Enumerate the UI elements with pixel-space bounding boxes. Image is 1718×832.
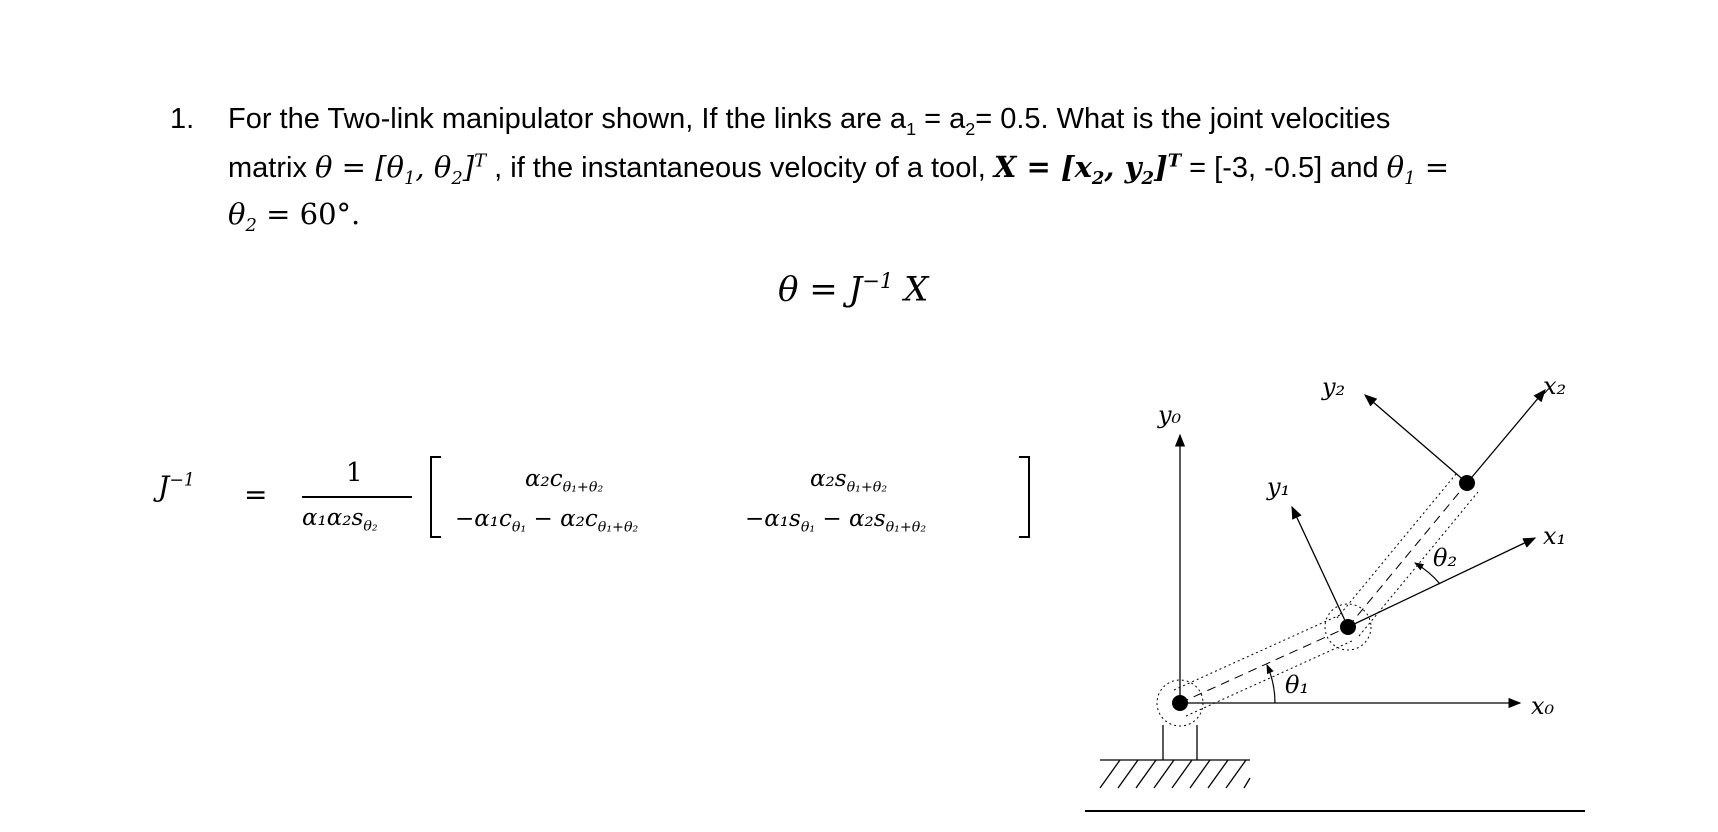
- fraction-bar: [302, 496, 412, 498]
- matrix-entry-11: $\alpha_2c_{\theta_1+\theta_2}$: [525, 466, 604, 496]
- y2-axis: [1365, 395, 1467, 483]
- fraction-numerator: 1: [346, 458, 363, 488]
- y1-axis: [1292, 507, 1348, 627]
- tool-velocity-vector: $X = [x_2$, $y_2]^T$: [993, 150, 1182, 189]
- label-x2: x₂: [1543, 372, 1567, 400]
- matrix-left-bracket: [430, 456, 441, 538]
- base-hatching: [1100, 760, 1250, 788]
- theta-dot-matrix: $\theta = [\theta_1$, $\theta_2]^T$: [315, 150, 487, 189]
- question-line-3: $\theta_2 = 60^\circ$.: [228, 197, 361, 236]
- question-line-2: matrix $\theta = [\theta_1$, $\theta_2]^T$ , if the instantaneous velocity of a tool, $X = [x_2$, $y_2]^T = [-3$, -0.5] and $\theta_1$ =: [228, 150, 1450, 189]
- label-y0: y₀: [1158, 401, 1182, 429]
- label-y1: y₁: [1267, 473, 1291, 501]
- fraction-denominator: $\alpha_1\alpha_2s_{\theta_2}$: [302, 505, 378, 535]
- matrix-entry-21: $-\alpha_1c_{\theta_1} - \alpha_2c_{\theta_1+\theta_2}$: [455, 506, 639, 536]
- label-theta1: θ₁: [1285, 671, 1310, 699]
- label-y2: y₂: [1322, 373, 1346, 401]
- theta1-arc: [1267, 665, 1275, 703]
- label-x1: x₁: [1543, 522, 1567, 550]
- matrix-entry-22: $-\alpha_1s_{\theta_1} - \alpha_2s_{\theta_1+\theta_2}$: [745, 506, 927, 536]
- jacobian-inverse-symbol: $J^{-1}$: [158, 470, 195, 503]
- base-pedestal: [1163, 725, 1197, 760]
- question-line-1: For the Two-link manipulator shown, If the links are $a_1 = a_2= 0.5$. What is the joint velocities: [228, 103, 1391, 139]
- equals-sign: =: [244, 478, 268, 511]
- matrix-entry-12: $\alpha_2s_{\theta_1+\theta_2}$: [810, 466, 888, 496]
- question-number: 1.: [170, 103, 195, 135]
- joint-1: [1172, 695, 1188, 711]
- label-theta2: θ₂: [1433, 544, 1458, 572]
- joint-2: [1340, 619, 1356, 635]
- end-effector: [1459, 475, 1475, 491]
- link-1: [1174, 614, 1354, 716]
- x2-axis: [1467, 390, 1545, 483]
- matrix-right-bracket: [1019, 456, 1030, 538]
- main-equation: $\theta = J^{-1}$ X: [778, 268, 929, 310]
- two-link-manipulator-diagram: [1085, 370, 1605, 820]
- label-x0: x₀: [1531, 692, 1555, 720]
